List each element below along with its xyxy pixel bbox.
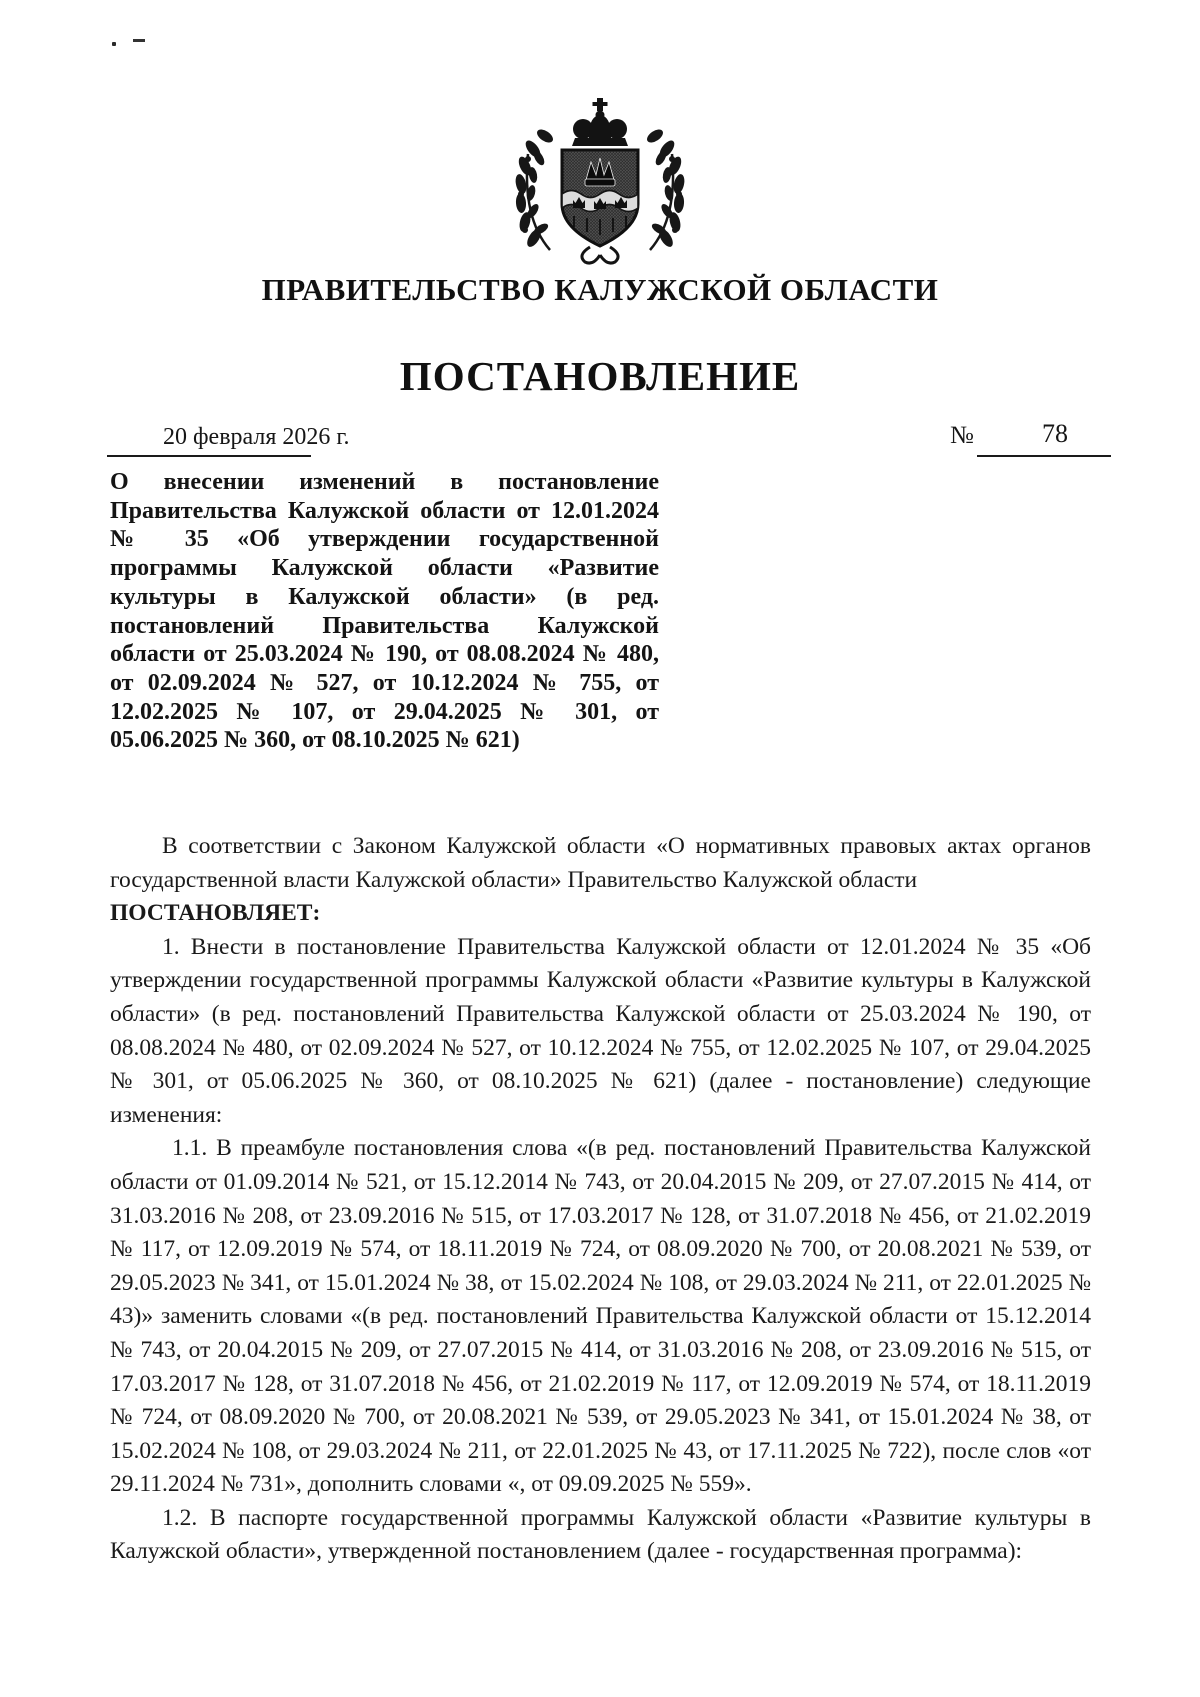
- item-1-paragraph: 1. Внести в постановление Правительства Калужской области от 12.01.2024 № 35 «Об утверждении государственной программы Калужской области «Развитие культуры в Калужской области» (в ред. постановлений Правительства Калужской области от 25.03.2024 № 190, от 08.08.2024 № 480, от 02.09.2024 № 527, от 10.12.2024 № 755, от 12.02.2025 № 107, от 29.04.2025 № 301, от 05.06.2025 № 360, от 08.10.2025 № 621) (далее - постановление) следующие изменения:: [110, 933, 1091, 1128]
- scan-artifact-dot: [112, 42, 116, 46]
- kaluga-coat-of-arms-icon: [494, 96, 706, 266]
- org-name-heading: ПРАВИТЕЛЬСТВО КАЛУЖСКОЙ ОБЛАСТИ: [261, 272, 939, 307]
- crown-icon: [572, 98, 628, 146]
- item-1-1-paragraph: 1.1. В преамбуле постановления слова «(в ред. постановлений Правительства Калужской области от 01.09.2014 № 521, от 15.12.2014 № 743, от 20.04.2015 № 209, от 27.07.2015 № 414, от 31.03.2016 № 208, от 23.09.2016 № 515, от 17.03.2017 № 128, от 31.07.2018 № 456, от 21.02.2019 № 117, от 12.09.2019 № 574, от 18.11.2019 № 724, от 08.09.2020 № 700, от 20.08.2021 № 539, от 29.05.2023 № 341, от 15.01.2024 № 38, от 15.02.2024 № 108, от 29.03.2024 № 211, от 22.01.2025 № 43)» заменить словами «(в ред. постановлений Правительства Калужской области от 15.12.2014 № 743, от 20.04.2015 № 209, от 27.07.2015 № 414, от 31.03.2016 № 208, от 23.09.2016 № 515, от 17.03.2017 № 128, от 31.07.2018 № 456, от 21.02.2019 № 117, от 12.09.2019 № 574, от 18.11.2019 № 724, от 08.09.2020 № 700, от 20.08.2021 № 539, от 29.05.2023 № 341, от 15.01.2024 № 38, от 15.02.2024 № 108, от 29.03.2024 № 211, от 22.01.2025 № 43, от 17.11.2025 № 722), после слов «от 29.11.2024 № 731», дополнить словами «, от 09.09.2025 № 559».: [110, 1135, 1091, 1498]
- body-text: [110, 830, 1091, 1569]
- doc-date: 20 февраля 2026 г.: [163, 424, 350, 450]
- doc-number-value: 78: [1042, 419, 1068, 448]
- number-underline: [977, 455, 1111, 457]
- doc-type-heading: ПОСТАНОВЛЕНИЕ: [399, 353, 801, 399]
- subject-block: О внесении изменений в постановление Правительства Калужской области от 12.01.2024 № 35 «Об утверждении государственной программы Калужской области «Развитие культуры в Калужской области» (в ред. постановлений Правительства Калужской области от 25.03.2024 № 190, от 08.08.2024 № 480, от 02.09.2024 № 527, от 10.12.2024 № 755, от 12.02.2025 № 107, от 29.04.2025 № 301, от 05.06.2025 № 360, от 08.10.2025 № 621): [110, 469, 659, 754]
- doc-number-label: №: [950, 422, 974, 449]
- item-1-2-paragraph: 1.2. В паспорте государственной программы Калужской области «Развитие культуры в Калужской области», утвержденной постановлением (далее - государственная программа):: [110, 1504, 1091, 1565]
- scan-artifact-dash: [133, 39, 145, 42]
- date-underline: [107, 455, 311, 457]
- intro-paragraph: В соответствии с Законом Калужской области «О нормативных правовых актах органов государственной власти Калужской области» Правительство Калужской области: [110, 833, 1091, 893]
- resolves-line: ПОСТАНОВЛЯЕТ:: [110, 900, 321, 927]
